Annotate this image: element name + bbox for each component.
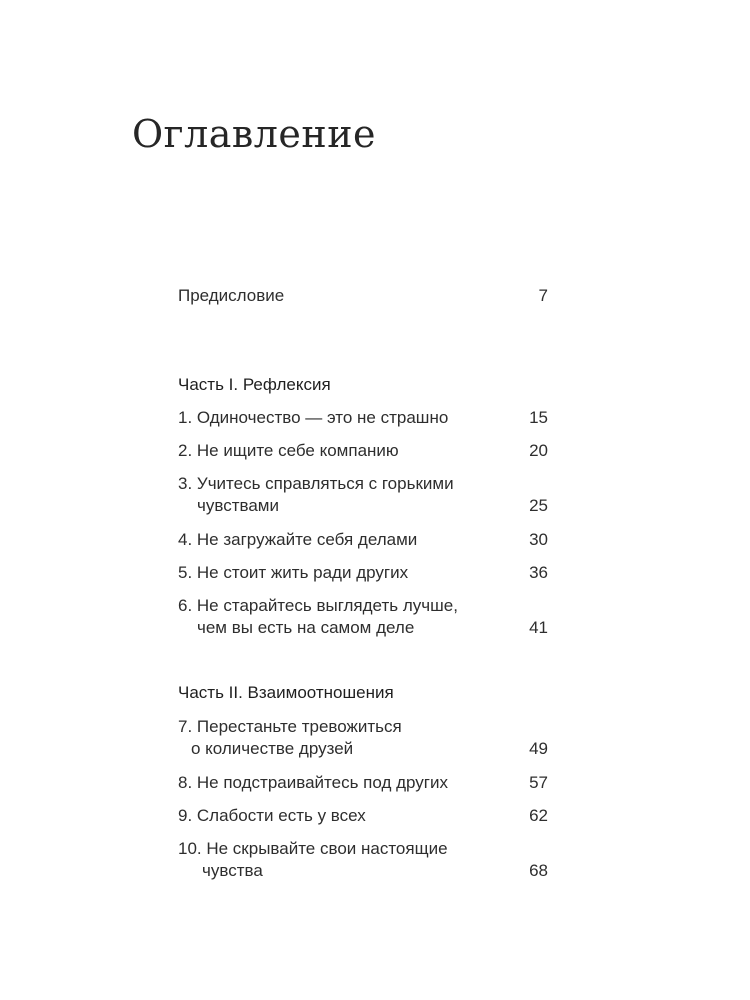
- toc-entry-preface: [178, 285, 548, 307]
- toc-entry-page: 68: [529, 861, 548, 880]
- toc-entry: [178, 772, 548, 794]
- toc-entry-label: 7. Перестаньте тревожиться: [178, 717, 402, 736]
- toc-entry-label-continuation: чем вы есть на самом деле: [197, 618, 415, 637]
- toc-entry: [178, 407, 548, 429]
- toc-entry-label-continuation: чувства: [202, 861, 263, 880]
- part-heading: Часть I. Рефлексия: [178, 375, 331, 394]
- toc-entry-label: 5. Не стоит жить ради других: [178, 563, 409, 582]
- toc-entry: [178, 473, 548, 517]
- toc-entry-page: 49: [529, 739, 548, 758]
- toc-entry-page: 30: [529, 530, 548, 549]
- toc-entry: [178, 716, 548, 760]
- toc-entry-label: 9. Слабости есть у всех: [178, 806, 366, 825]
- toc-entry-label: 1. Одиночество — это не страшно: [178, 408, 449, 427]
- toc-entry: [178, 805, 548, 827]
- toc-entry: [178, 562, 548, 584]
- toc-entry-page: 57: [529, 773, 548, 792]
- toc-entry-label: 6. Не старайтесь выглядеть лучше,: [178, 596, 458, 615]
- toc-entry-page: 41: [529, 618, 548, 637]
- toc-entry-label: 10. Не скрывайте свои настоящие: [178, 839, 448, 858]
- toc-entry-label: 3. Учитесь справляться с горькими: [178, 474, 454, 493]
- toc-entry-page: 62: [529, 806, 548, 825]
- toc-entry-label: Предисловие: [178, 286, 285, 305]
- page-title: Оглавление: [132, 112, 377, 156]
- toc-entry-page: 20: [529, 441, 548, 460]
- toc-entry-page: 15: [529, 408, 548, 427]
- toc-entry: [178, 595, 548, 639]
- toc-entry: [178, 529, 548, 551]
- toc-entry-page: 25: [529, 496, 548, 515]
- toc-entry-label-continuation: чувствами: [197, 496, 279, 515]
- toc-entry-page: 7: [538, 286, 548, 305]
- toc-entry-page: 36: [529, 563, 548, 582]
- toc-entry-label: 2. Не ищите себе компанию: [178, 441, 399, 460]
- toc-entry-label: 4. Не загружайте себя делами: [178, 530, 418, 549]
- toc-entry: [178, 440, 548, 462]
- toc-entry-label-continuation: о количестве друзей: [191, 739, 354, 758]
- toc-entry-label: 8. Не подстраивайтесь под других: [178, 773, 448, 792]
- toc-entry: [178, 838, 548, 882]
- part-heading: Часть II. Взаимоотношения: [178, 683, 394, 702]
